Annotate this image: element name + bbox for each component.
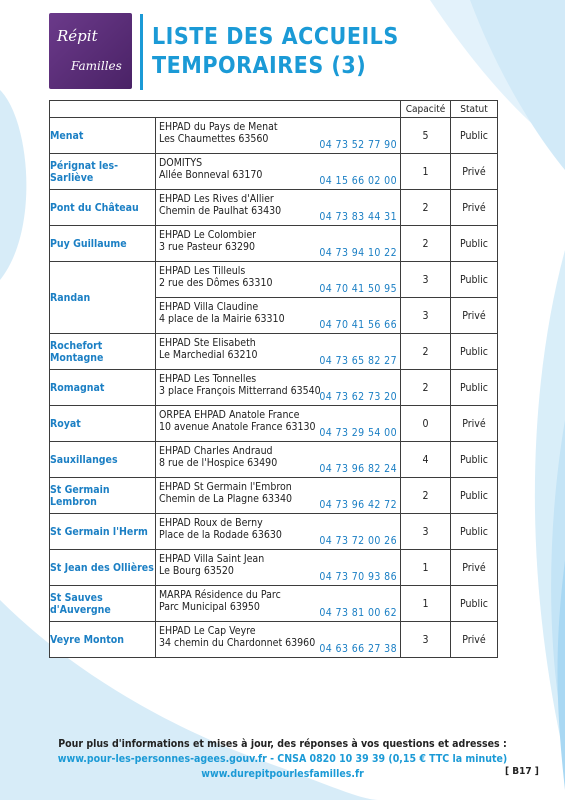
- establishment-phone: 04 73 65 82 27: [319, 355, 397, 367]
- establishment-address: 3 rue Pasteur 63290: [159, 241, 256, 253]
- establishment-phone: 04 73 29 54 00: [319, 427, 397, 439]
- establishment-phone: 04 73 94 10 22: [319, 247, 397, 259]
- establishment-name: EHPAD Les Tilleuls: [159, 265, 246, 277]
- capacity-cell: 3: [401, 514, 451, 550]
- capacity-cell: 5: [401, 118, 451, 154]
- table-row: [50, 442, 498, 478]
- repit-familles-logo: [49, 13, 132, 89]
- capacity-cell: 0: [401, 406, 451, 442]
- establishment-phone: 04 73 52 77 90: [319, 139, 397, 151]
- status-cell: Public: [451, 514, 498, 550]
- establishment-cell: [156, 226, 401, 262]
- table-header-row: [50, 101, 498, 118]
- capacity-cell: 2: [401, 226, 451, 262]
- establishment-cell: [156, 154, 401, 190]
- capacity-cell: 1: [401, 550, 451, 586]
- establishment-cell: [156, 442, 401, 478]
- capacity-cell: 4: [401, 442, 451, 478]
- establishment-address: 34 chemin du Chardonnet 63960: [159, 637, 316, 649]
- establishment-cell: [156, 334, 401, 370]
- status-cell: Public: [451, 478, 498, 514]
- table-row: [50, 226, 498, 262]
- establishment-address: Les Chaumettes 63560: [159, 133, 269, 145]
- status-cell: Public: [451, 586, 498, 622]
- capacity-cell: 2: [401, 190, 451, 226]
- establishment-name: EHPAD St Germain l'Embron: [159, 481, 292, 493]
- establishment-name: EHPAD Charles Andraud: [159, 445, 273, 457]
- establishment-address: Allée Bonneval 63170: [159, 169, 263, 181]
- establishment-name: EHPAD du Pays de Menat: [159, 121, 278, 133]
- capacity-cell: 1: [401, 586, 451, 622]
- header-blank-cell: [50, 101, 401, 118]
- establishment-phone: 04 73 72 00 26: [319, 535, 397, 547]
- establishment-name: EHPAD Les Tonnelles: [159, 373, 257, 385]
- status-cell: Public: [451, 118, 498, 154]
- city-cell: Sauxillanges: [50, 442, 156, 478]
- establishment-address: Chemin de La Plagne 63340: [159, 493, 293, 505]
- table-row: [50, 154, 498, 190]
- establishment-address: Parc Municipal 63950: [159, 601, 260, 613]
- establishment-phone: 04 73 96 82 24: [319, 463, 397, 475]
- establishment-phone: 04 70 41 50 95: [319, 283, 397, 295]
- city-cell: St Germain l'Herm: [50, 514, 156, 550]
- city-cell: Royat: [50, 406, 156, 442]
- city-cell: Romagnat: [50, 370, 156, 406]
- establishment-name: ORPEA EHPAD Anatole France: [159, 409, 300, 421]
- establishment-cell: [156, 118, 401, 154]
- establishment-address: 10 avenue Anatole France 63130: [159, 421, 316, 433]
- city-cell: Rochefort Montagne: [50, 334, 156, 370]
- establishment-cell: [156, 478, 401, 514]
- table-row: [50, 514, 498, 550]
- status-cell: Public: [451, 334, 498, 370]
- table-row: [50, 550, 498, 586]
- city-cell: Randan: [50, 262, 156, 334]
- establishment-address: 8 rue de l'Hospice 63490: [159, 457, 278, 469]
- establishment-address: 4 place de la Mairie 63310: [159, 313, 285, 325]
- establishment-address: Place de la Rodade 63630: [159, 529, 282, 541]
- table-row: [50, 334, 498, 370]
- establishment-name: EHPAD Ste Elisabeth: [159, 337, 256, 349]
- capacity-cell: 3: [401, 622, 451, 658]
- footer: [0, 738, 565, 780]
- city-cell: Puy Guillaume: [50, 226, 156, 262]
- city-cell: St Sauves d'Auvergne: [50, 586, 156, 622]
- establishment-address: Le Bourg 63520: [159, 565, 234, 577]
- status-cell: Privé: [451, 190, 498, 226]
- establishment-phone: 04 73 96 42 72: [319, 499, 397, 511]
- logo-text-line1: Répit: [57, 27, 98, 45]
- city-cell: St Germain Lembron: [50, 478, 156, 514]
- status-cell: Privé: [451, 622, 498, 658]
- status-cell: Public: [451, 226, 498, 262]
- page-title: [152, 23, 399, 81]
- establishment-address: Le Marchedial 63210: [159, 349, 258, 361]
- capacity-cell: 3: [401, 262, 451, 298]
- establishment-address: 2 rue des Dômes 63310: [159, 277, 273, 289]
- establishment-name: MARPA Résidence du Parc: [159, 589, 281, 601]
- footer-gov-link[interactable]: www.pour-les-personnes-agees.gouv.fr - CNSA 0820 10 39 39 (0,15 € TTC la minute): [57, 753, 508, 765]
- header-capacite: Capacité: [401, 101, 451, 118]
- table-row: [50, 406, 498, 442]
- status-cell: Privé: [451, 550, 498, 586]
- table-row: [50, 478, 498, 514]
- city-cell: Pont du Château: [50, 190, 156, 226]
- status-cell: Privé: [451, 406, 498, 442]
- table-row: [50, 118, 498, 154]
- title-accent-bar: [140, 14, 143, 90]
- city-cell: Veyre Monton: [50, 622, 156, 658]
- establishment-address: 3 place François Mitterrand 63540: [159, 385, 321, 397]
- footer-info-text: Pour plus d'informations et mises à jour, des réponses à vos questions et adresses :: [58, 738, 507, 750]
- status-cell: Privé: [451, 298, 498, 334]
- table-row: [50, 586, 498, 622]
- table-row: [50, 262, 498, 298]
- status-cell: Public: [451, 442, 498, 478]
- city-cell: Menat: [50, 118, 156, 154]
- establishment-cell: [156, 190, 401, 226]
- table-body: [50, 118, 498, 658]
- establishment-cell: [156, 298, 401, 334]
- establishment-name: DOMITYS: [159, 157, 203, 169]
- title-line1: LISTE DES ACCUEILS: [152, 24, 399, 50]
- establishment-phone: 04 63 66 27 38: [319, 643, 397, 655]
- establishment-phone: 04 73 62 73 20: [319, 391, 397, 403]
- city-cell: St Jean des Ollières: [50, 550, 156, 586]
- capacity-cell: 3: [401, 298, 451, 334]
- header-statut: Statut: [451, 101, 498, 118]
- page-number: [ B17 ]: [505, 766, 539, 777]
- accueils-table: [49, 100, 498, 658]
- establishment-name: EHPAD Villa Saint Jean: [159, 553, 265, 565]
- establishment-name: EHPAD Roux de Berny: [159, 517, 263, 529]
- establishment-name: EHPAD Les Rives d'Allier: [159, 193, 274, 205]
- title-line2: TEMPORAIRES (3): [152, 53, 367, 79]
- capacity-cell: 2: [401, 370, 451, 406]
- establishment-phone: 04 15 66 02 00: [319, 175, 397, 187]
- table-row: [50, 190, 498, 226]
- establishment-cell: [156, 586, 401, 622]
- status-cell: Public: [451, 262, 498, 298]
- table-row: [50, 622, 498, 658]
- status-cell: Privé: [451, 154, 498, 190]
- establishment-cell: [156, 262, 401, 298]
- footer-site-link[interactable]: www.durepitpourlesfamilles.fr: [201, 768, 364, 780]
- establishment-address: Chemin de Paulhat 63430: [159, 205, 282, 217]
- logo-text-line2: Familles: [71, 59, 122, 73]
- establishment-phone: 04 73 83 44 31: [319, 211, 397, 223]
- establishment-phone: 04 73 70 93 86: [319, 571, 397, 583]
- establishment-cell: [156, 370, 401, 406]
- capacity-cell: 2: [401, 334, 451, 370]
- status-cell: Public: [451, 370, 498, 406]
- establishment-phone: 04 73 81 00 62: [319, 607, 397, 619]
- establishment-cell: [156, 514, 401, 550]
- establishment-name: EHPAD Villa Claudine: [159, 301, 259, 313]
- establishment-name: EHPAD Le Cap Veyre: [159, 625, 256, 637]
- establishment-cell: [156, 622, 401, 658]
- capacity-cell: 2: [401, 478, 451, 514]
- establishment-cell: [156, 406, 401, 442]
- capacity-cell: 1: [401, 154, 451, 190]
- table-row: [50, 370, 498, 406]
- city-cell: Pérignat les-Sarliève: [50, 154, 156, 190]
- establishment-name: EHPAD Le Colombier: [159, 229, 257, 241]
- establishment-phone: 04 70 41 56 66: [319, 319, 397, 331]
- establishment-cell: [156, 550, 401, 586]
